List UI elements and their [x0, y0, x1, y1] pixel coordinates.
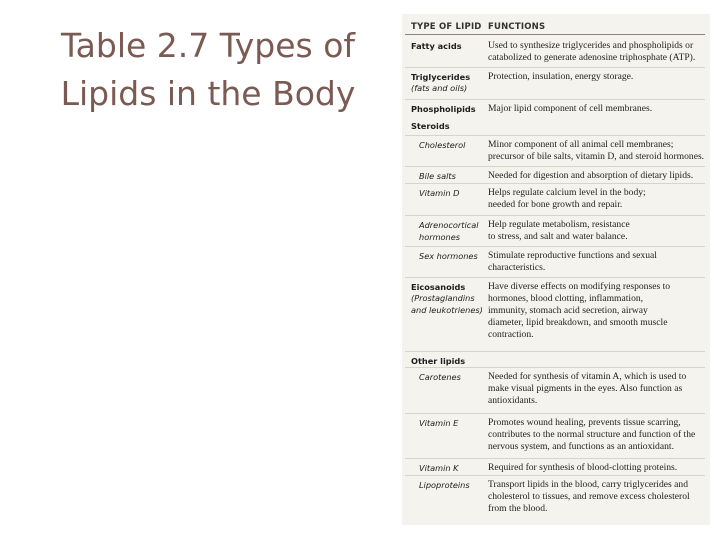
lipid-function: Helps regulate calcium level in the body; needed for bone growth and repair. [488, 187, 646, 210]
lipid-function: Minor component of all animal cell membranes; precursor of bile salts, vitamin D, and steroid hormones. [488, 139, 705, 162]
lipid-function: Major lipid component of cell membranes. [488, 103, 653, 114]
lipid-name: Adrenocortical hormones [419, 220, 479, 242]
lipid-name: Triglycerides [411, 72, 471, 82]
lipid-function: Stimulate reproductive functions and sexual characteristics. [488, 250, 657, 273]
lipid-function: Needed for digestion and absorption of dietary lipids. [488, 170, 694, 181]
lipid-name: Vitamin E [419, 418, 459, 428]
lipid-function: Used to synthesize triglycerides and phospholipids or catabolized to generate adenosine triphosphate (ATP). [488, 40, 696, 63]
lipid-name: Cholesterol [419, 140, 466, 150]
column-header-functions: FUNCTIONS [488, 22, 546, 32]
lipid-name: Vitamin K [419, 463, 459, 473]
lipid-name: Sex hormones [419, 251, 478, 261]
lipid-function: Promotes wound healing, prevents tissue scarring, contributes to the normal structure and function of the nervous system, and functions as an antioxidant. [488, 417, 696, 452]
slide-title: Table 2.7 Types of Lipids in the Body [60, 26, 356, 113]
table-row [405, 166, 705, 181]
lipid-function: Have diverse effects on modifying responses to hormones, blood clotting, inflammation, immunity, stomach acid secretion, airway diameter, lipid breakdown, and smooth muscle contraction. [488, 281, 671, 340]
table-row [405, 413, 705, 452]
lipid-function: Needed for synthesis of vitamin A, which is used to make visual pigments in the eyes. Also function as antioxidants. [488, 371, 687, 406]
lipid-name: Fatty acids [411, 41, 462, 51]
table-row [405, 351, 705, 366]
table-row [405, 458, 705, 473]
lipid-name: (fats and oils) [411, 83, 468, 93]
lipid-name: Other lipids [411, 356, 466, 366]
table-row [405, 475, 705, 514]
lipid-name: Eicosanoids [411, 282, 466, 292]
table-row [405, 246, 705, 273]
lipid-function: Transport lipids in the blood, carry triglycerides and cholesterol to tissues, and remove excess cholesterol from the blood. [488, 479, 690, 514]
table-row [405, 67, 705, 82]
lipid-name: (Prostaglandins and leukotrienes) [411, 293, 483, 315]
lipid-function: Help regulate metabolism, resistance to stress, and salt and water balance. [488, 219, 630, 242]
lipid-name: Carotenes [419, 372, 461, 382]
table-row [405, 135, 705, 162]
table-row [405, 215, 705, 242]
lipid-name: Phospholipids [411, 104, 476, 114]
lipid-function: Protection, insulation, energy storage. [488, 71, 634, 82]
header-divider [405, 34, 705, 35]
lipid-name: Lipoproteins [419, 480, 470, 490]
lipid-name: Steroids [411, 121, 450, 131]
table-row [405, 183, 705, 210]
table-row [405, 99, 705, 114]
table-row [405, 367, 705, 406]
lipid-function: Required for synthesis of blood-clotting proteins. [488, 462, 678, 473]
column-header-type: TYPE OF LIPID [411, 22, 482, 32]
lipid-name: Bile salts [419, 171, 456, 181]
lipid-name: Vitamin D [419, 188, 460, 198]
